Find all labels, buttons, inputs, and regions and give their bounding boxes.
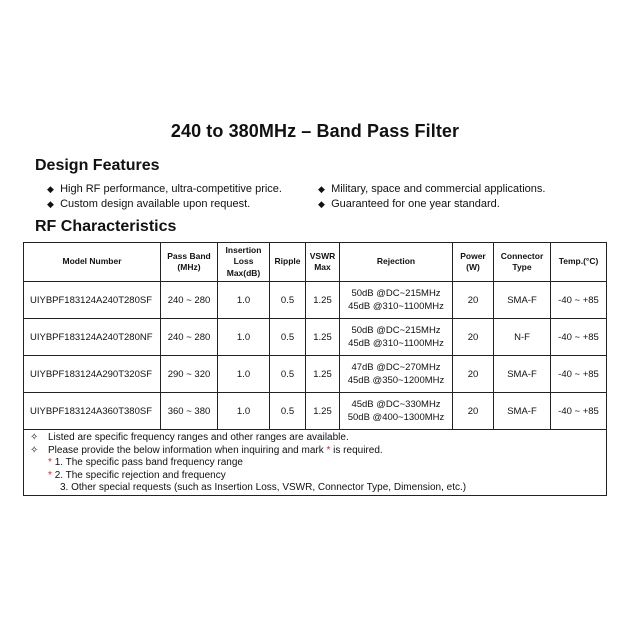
note-line [30, 432, 600, 445]
feature-item [318, 197, 545, 212]
insertion-loss: 1.0 [218, 393, 270, 430]
model-number: UIYBPF183124A240T280NF [24, 319, 161, 356]
model-number: UIYBPF183124A360T380SF [24, 393, 161, 430]
notes-row [24, 430, 607, 496]
connector: SMA-F [494, 393, 551, 430]
pass-band: 240 ~ 280 [161, 319, 218, 356]
design-features-left [47, 182, 282, 211]
feature-text: Military, space and commercial applications. [331, 183, 546, 195]
col-header-passband: Pass Band (MHz) [161, 243, 218, 282]
feature-text: Guaranteed for one year standard. [331, 197, 500, 210]
diamond-bullet-icon: ◆ [318, 184, 325, 194]
col-header-power: Power (W) [453, 243, 494, 282]
pass-band: 290 ~ 320 [161, 356, 218, 393]
col-header-vswr: VSWR Max [306, 243, 340, 282]
rejection: 45dB @DC~330MHz 50dB @400~1300MHz [340, 393, 453, 430]
note-item-text: 3. Other special requests (such as Insertion Loss, VSWR, Connector Type, Dimension, etc.) [60, 482, 467, 493]
required-star: * [48, 469, 52, 481]
note-line [30, 445, 600, 458]
temperature: -40 ~ +85 [551, 282, 607, 319]
note-text: Listed are specific frequency ranges and other ranges are available. [48, 432, 349, 443]
required-star: * [326, 444, 331, 456]
vswr: 1.25 [306, 356, 340, 393]
note-text: is required. [330, 444, 383, 456]
vswr: 1.25 [306, 282, 340, 319]
ripple: 0.5 [270, 393, 306, 430]
notes-cell [24, 430, 607, 496]
feature-item [318, 182, 545, 197]
col-header-connector: Connector Type [494, 243, 551, 282]
table-row [24, 282, 607, 319]
ripple: 0.5 [270, 319, 306, 356]
diamond-bullet-icon: ◆ [318, 198, 325, 209]
design-features-right [318, 182, 545, 211]
vswr: 1.25 [306, 393, 340, 430]
insertion-loss: 1.0 [218, 282, 270, 319]
ripple: 0.5 [270, 356, 306, 393]
col-header-insertion-loss: Insertion Loss Max(dB) [218, 243, 270, 282]
col-header-temp: Temp.(°C) [551, 243, 607, 282]
sparkle-bullet-icon: ✧ [30, 444, 39, 456]
diamond-bullet-icon: ◆ [47, 184, 54, 194]
note-item-text: 2. The specific rejection and frequency [54, 469, 226, 481]
vswr: 1.25 [306, 319, 340, 356]
power: 20 [453, 393, 494, 430]
table-row [24, 393, 607, 430]
connector: SMA-F [494, 356, 551, 393]
note-item [30, 457, 600, 470]
temperature: -40 ~ +85 [551, 319, 607, 356]
feature-text: Custom design available upon request. [60, 197, 251, 210]
ripple: 0.5 [270, 282, 306, 319]
note-item-text: 1. The specific pass band frequency range [54, 457, 243, 468]
col-header-rejection: Rejection [340, 243, 453, 282]
power: 20 [453, 356, 494, 393]
sparkle-bullet-icon: ✧ [30, 432, 39, 443]
temperature: -40 ~ +85 [551, 393, 607, 430]
table-row [24, 319, 607, 356]
design-features-heading: Design Features [35, 157, 160, 174]
model-number: UIYBPF183124A290T320SF [24, 356, 161, 393]
required-star: * [48, 457, 52, 468]
rejection: 50dB @DC~215MHz 45dB @310~1100MHz [340, 319, 453, 356]
note-item [30, 482, 600, 495]
rejection: 47dB @DC~270MHz 45dB @350~1200MHz [340, 356, 453, 393]
connector: SMA-F [494, 282, 551, 319]
pass-band: 240 ~ 280 [161, 282, 218, 319]
power: 20 [453, 319, 494, 356]
note-item [30, 470, 600, 483]
rejection: 50dB @DC~215MHz 45dB @310~1100MHz [340, 282, 453, 319]
col-header-ripple: Ripple [270, 243, 306, 282]
page-title: 240 to 380MHz – Band Pass Filter [170, 121, 460, 141]
model-number: UIYBPF183124A240T280SF [24, 282, 161, 319]
feature-item [47, 182, 282, 197]
diamond-bullet-icon: ◆ [47, 198, 54, 209]
rf-characteristics-heading: RF Characteristics [35, 218, 177, 235]
feature-item [47, 197, 282, 212]
pass-band: 360 ~ 380 [161, 393, 218, 430]
table-header-row [24, 243, 607, 282]
power: 20 [453, 282, 494, 319]
temperature: -40 ~ +85 [551, 356, 607, 393]
note-text: Please provide the below information when inquiring and mark [48, 444, 327, 456]
insertion-loss: 1.0 [218, 319, 270, 356]
rf-characteristics-table [23, 242, 607, 496]
col-header-model: Model Number [24, 243, 161, 282]
table-row [24, 356, 607, 393]
feature-text: High RF performance, ultra-competitive price. [60, 183, 282, 195]
connector: N-F [494, 319, 551, 356]
insertion-loss: 1.0 [218, 356, 270, 393]
